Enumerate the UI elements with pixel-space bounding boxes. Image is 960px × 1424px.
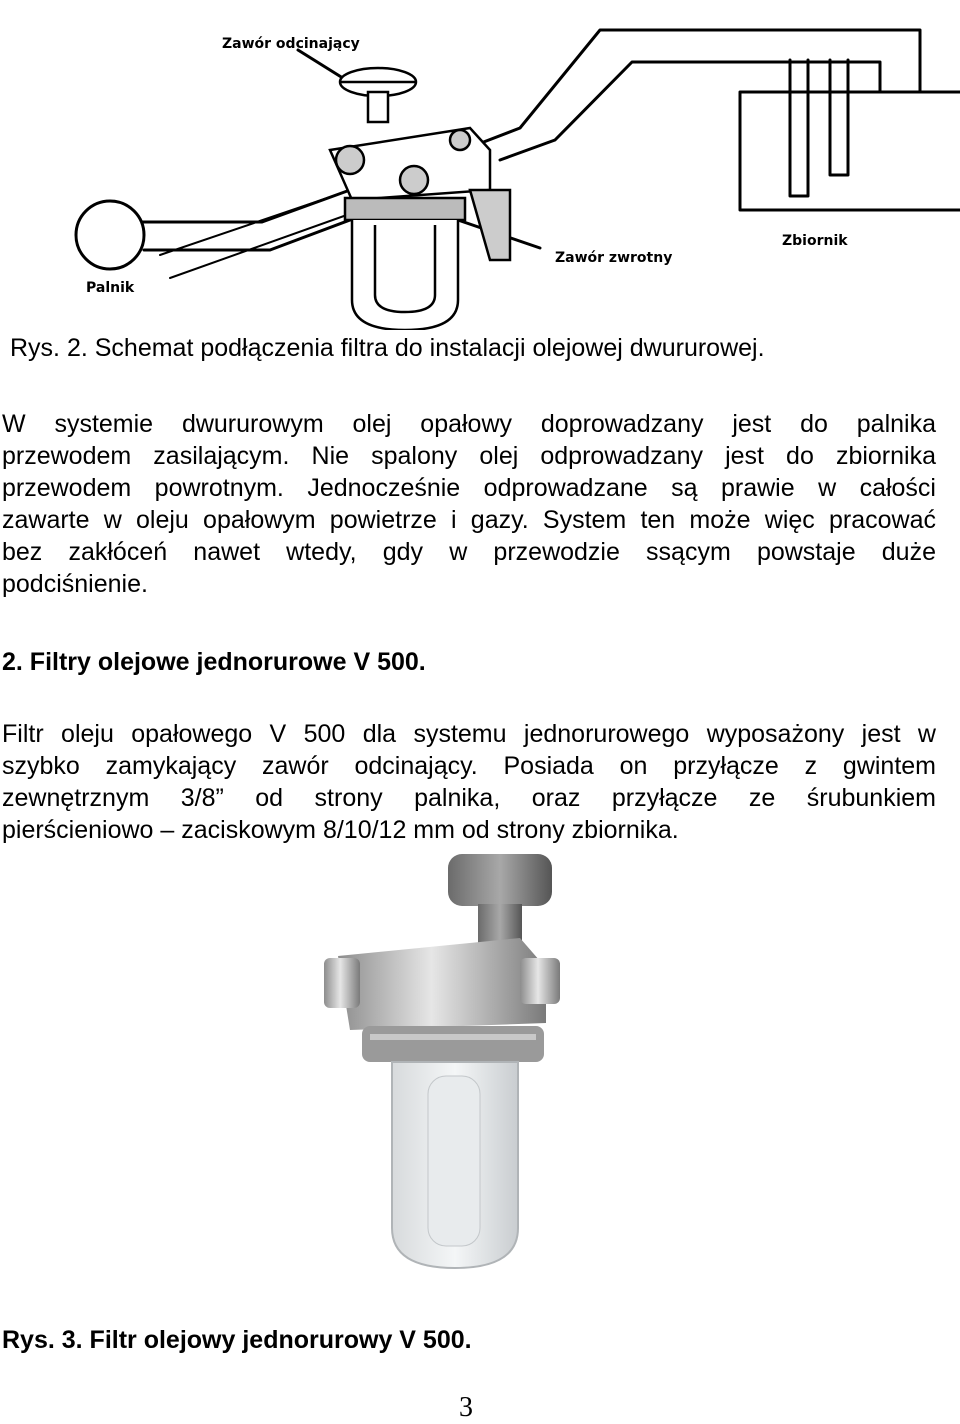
pipe-upper <box>142 190 350 222</box>
text-line: W systemie dwururowym olej opałowy doprowadzany jest do palnika <box>2 410 936 438</box>
tank-body <box>740 92 960 210</box>
pipe-top-inner <box>500 62 880 160</box>
text-line: Filtr oleju opałowego V 500 dla systemu jednorurowego wyposażony jest w <box>2 720 936 748</box>
pipe-top <box>468 30 920 148</box>
filter-photo <box>310 848 580 1278</box>
section-heading: 2. Filtry olejowe jednorurowe V 500. <box>2 648 426 676</box>
text-line: pierścieniowo – zaciskowym 8/10/12 mm od strony zbiornika. <box>2 816 679 844</box>
figure-2-caption: Rys. 2. Schemat podłączenia filtra do instalacji olejowej dwururowej. <box>10 334 765 362</box>
label-check-valve: Zawór zwrotny <box>555 250 673 266</box>
filter-assembly <box>330 68 510 330</box>
burner-symbol <box>76 201 144 269</box>
text-line: zewnętrznym 3/8” od strony palnika, oraz przyłącze ze śrubunkiem <box>2 784 936 812</box>
text-line: podciśnienie. <box>2 570 148 598</box>
text-line: zawarte w oleju opałowym powietrze i gazy. System ten może więc pracować <box>2 506 936 534</box>
paragraph-two-pipe-system <box>2 408 936 600</box>
text-line: przewodem zasilającym. Nie spalony olej odprowadzany jest do zbiornika <box>2 442 936 470</box>
installation-diagram <box>0 0 960 330</box>
label-tank: Zbiornik <box>782 233 848 249</box>
page-number: 3 <box>459 1392 473 1423</box>
label-shutoff-valve: Zawór odcinający <box>222 36 360 52</box>
text-line: przewodem powrotnym. Jednocześnie odprowadzane są prawie w całości <box>2 474 936 502</box>
paragraph-v500-description <box>2 718 936 846</box>
figure-3-caption: Rys. 3. Filtr olejowy jednorurowy V 500. <box>2 1326 472 1354</box>
label-burner: Palnik <box>86 280 135 296</box>
text-line: bez zakłóceń nawet wtedy, gdy w przewodzie ssącym powstaje duże <box>2 538 936 566</box>
text-line: szybko zamykający zawór odcinający. Posiada on przyłącze z gwintem <box>2 752 936 780</box>
